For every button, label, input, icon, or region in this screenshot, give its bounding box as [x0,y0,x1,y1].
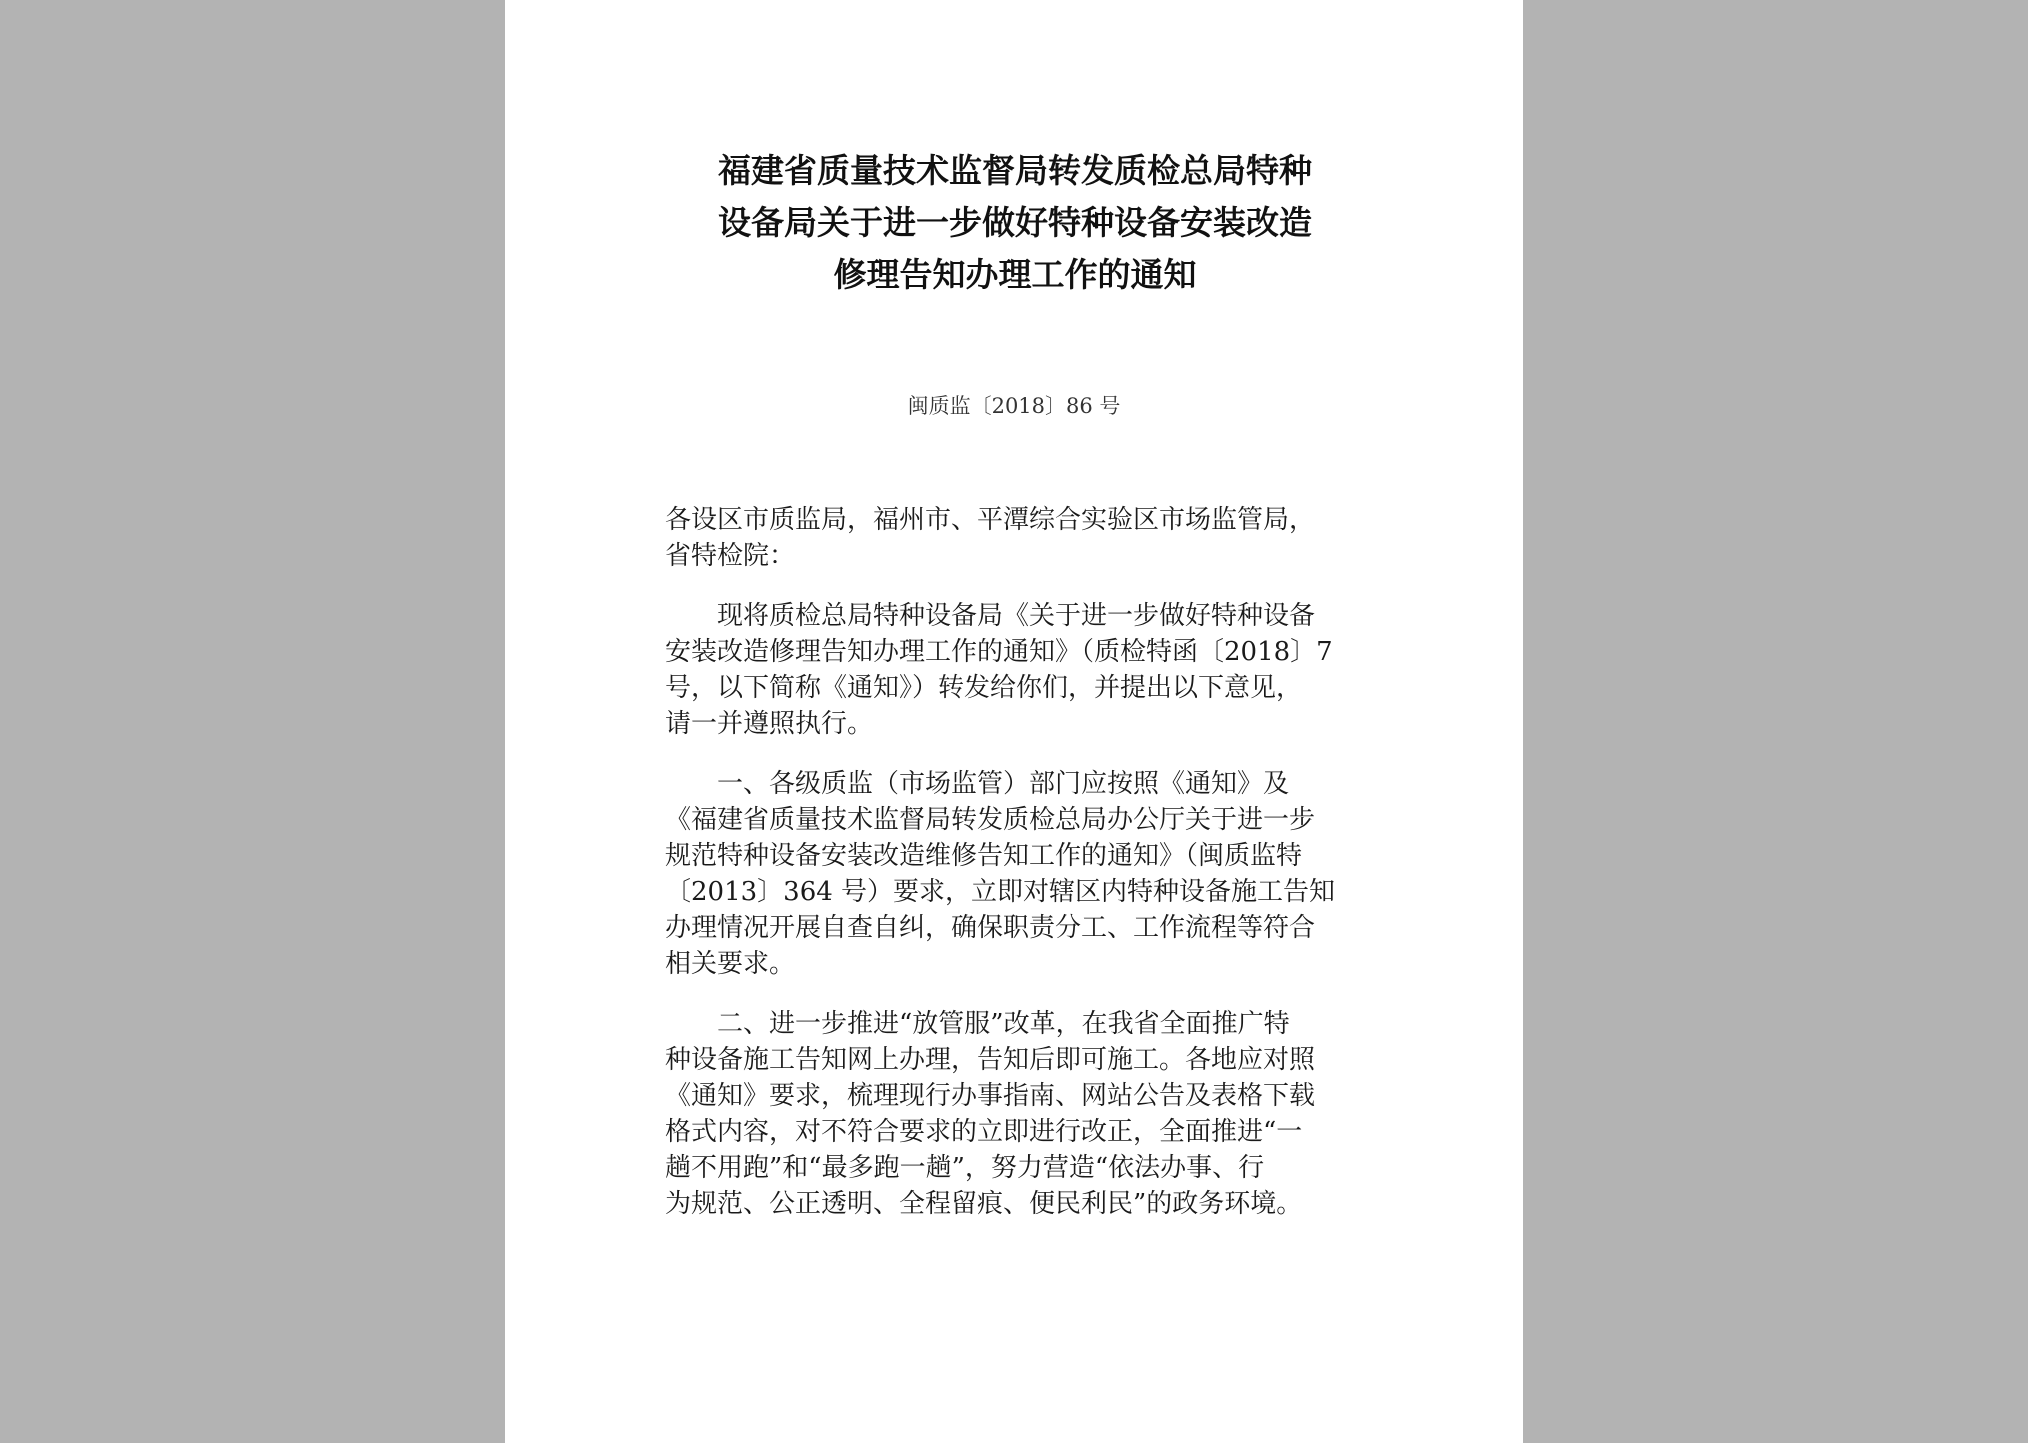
title-line: 设备局关于进一步做好特种设备安装改造 [718,203,1312,242]
paragraph-line: 《福建省质量技术监督局转发质检总局办公厅关于进一步 [665,805,1316,835]
paragraph-line: 号，以下简称《通知》）转发给你们，并提出以下意见， [665,673,1303,703]
paragraph-line: 格式内容，对不符合要求的立即进行改正，全面推进“一 [665,1117,1303,1147]
addressee-line: 省特检院： [665,541,796,571]
document-page [505,0,1523,1443]
paragraph-line: 规范特种设备安装改造维修告知工作的通知》（闽质监特 [665,841,1303,871]
paragraph-intro [665,598,1365,742]
paragraph-line: 趟不用跑”和“最多跑一趟”，努力营造“依法办事、行 [665,1153,1265,1183]
paragraph-line: 二、进一步推进“放管服”改革，在我省全面推广特 [665,1009,1290,1039]
document-title [665,145,1365,301]
paragraph-line: 安装改造修理告知办理工作的通知》（质检特函〔2018〕7 [665,637,1333,667]
paragraph-line: 为规范、公正透明、全程留痕、便民利民”的政务环境。 [665,1189,1303,1219]
paragraph-line: 〔2013〕364 号）要求，立即对辖区内特种设备施工告知 [665,877,1336,907]
paragraph-item-2 [665,1006,1365,1222]
addressee [665,502,1365,574]
paragraph-line: 一、各级质监（市场监管）部门应按照《通知》及 [665,769,1290,799]
document-body [665,502,1365,1246]
paragraph-line: 《通知》要求，梳理现行办事指南、网站公告及表格下载 [665,1081,1316,1111]
paragraph-line: 办理情况开展自查自纠，确保职责分工、工作流程等符合 [665,913,1316,943]
title-line: 修理告知办理工作的通知 [833,255,1197,294]
addressee-line: 各设区市质监局，福州市、平潭综合实验区市场监管局， [665,505,1316,535]
paragraph-line: 请一并遵照执行。 [665,709,874,739]
document-number: 闽质监〔2018〕86 号 [907,394,1121,418]
paragraph-line: 相关要求。 [665,949,796,979]
paragraph-line: 种设备施工告知网上办理，告知后即可施工。各地应对照 [665,1045,1316,1075]
paragraph-item-1 [665,766,1365,982]
paragraph-line: 现将质检总局特种设备局《关于进一步做好特种设备 [665,601,1316,631]
title-line: 福建省质量技术监督局转发质检总局特种 [718,151,1312,190]
